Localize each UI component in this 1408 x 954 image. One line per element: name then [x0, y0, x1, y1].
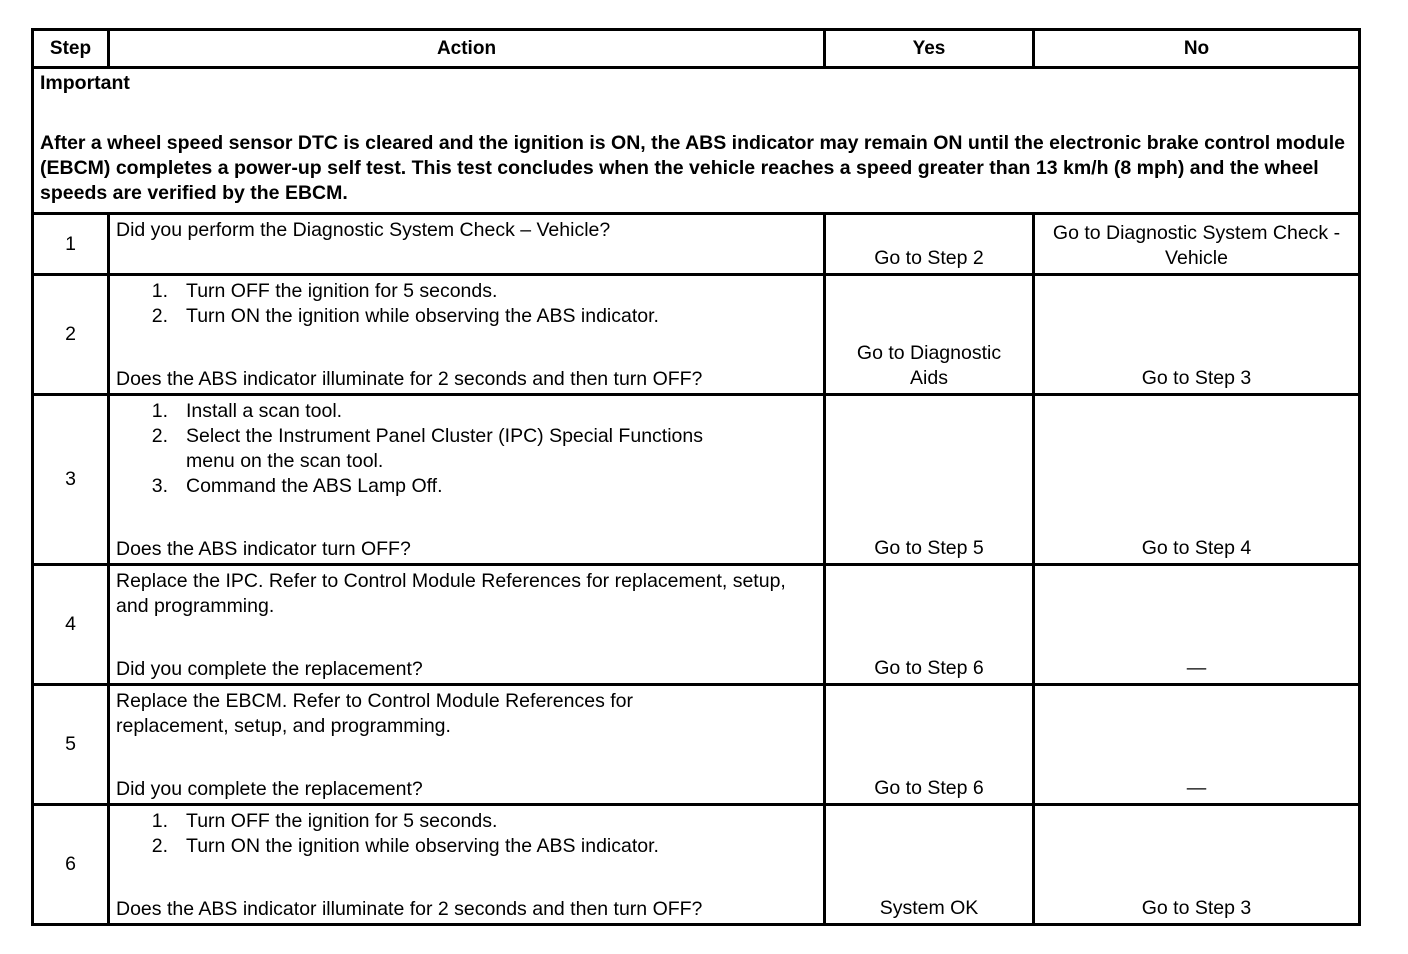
table-row [33, 275, 1360, 395]
header-step: Step [33, 30, 109, 68]
table-row [33, 214, 1360, 275]
action-cell [109, 805, 825, 925]
yes-cell: Go to Step 5 [825, 395, 1034, 565]
step-number: 3 [33, 395, 109, 565]
list-item: 2. Turn ON the ignition while observing the ABS indicator. [151, 305, 659, 327]
step-number: 6 [33, 805, 109, 925]
yes-text: Go to Diagnostic Aids [856, 342, 1002, 389]
no-cell: — [1034, 565, 1360, 685]
action-question: Did you perform the Diagnostic System Check – Vehicle? [116, 219, 611, 241]
header-action: Action [109, 30, 825, 68]
step-number: 5 [33, 685, 109, 805]
yes-cell: Go to Step 6 [825, 565, 1034, 685]
no-cell: Go to Step 3 [1034, 275, 1360, 395]
important-row [33, 68, 1360, 214]
action-cell [109, 214, 825, 275]
header-no: No [1034, 30, 1360, 68]
step-number: 1 [33, 214, 109, 275]
action-cell [109, 275, 825, 395]
list-item: 2. Select the Instrument Panel Cluster (IPC) Special Functions menu on the scan tool. [151, 425, 703, 472]
header-yes: Yes [825, 30, 1034, 68]
action-steps [116, 279, 817, 329]
action-cell [109, 685, 825, 805]
list-item: 2. Turn ON the ignition while observing the ABS indicator. [151, 835, 659, 857]
yes-cell: System OK [825, 805, 1034, 925]
table-row [33, 805, 1360, 925]
yes-cell [825, 275, 1034, 395]
action-steps [116, 399, 817, 499]
no-cell: Go to Step 3 [1034, 805, 1360, 925]
action-question: Did you complete the replacement? [116, 658, 423, 680]
header-row [33, 30, 1360, 68]
important-title: Important [40, 72, 130, 94]
table-row [33, 685, 1360, 805]
list-item: 3. Command the ABS Lamp Off. [151, 475, 443, 497]
action-question: Did you complete the replacement? [116, 778, 423, 800]
diagnostic-table [31, 28, 1361, 926]
table-row [33, 395, 1360, 565]
table-row [33, 565, 1360, 685]
action-question: Does the ABS indicator illuminate for 2 seconds and then turn OFF? [116, 898, 703, 920]
action-cell [109, 565, 825, 685]
yes-cell: Go to Step 2 [825, 214, 1034, 275]
no-cell: — [1034, 685, 1360, 805]
action-question: Does the ABS indicator turn OFF? [116, 538, 411, 560]
list-item: 1. Turn OFF the ignition for 5 seconds. [151, 280, 498, 302]
no-cell: Go to Step 4 [1034, 395, 1360, 565]
important-body: After a wheel speed sensor DTC is cleared and the ignition is ON, the ABS indicator may remain ON until the electronic brake control module (EBCM) completes a power-up self test. This test concludes when the vehicle reaches a speed greater than 13 km/h (8 mph) and the wheel speeds are verified by the EBCM. [40, 132, 1345, 204]
action-intro: Replace the EBCM. Refer to Control Module References for replacement, setup, and programming. [116, 690, 633, 737]
action-steps [116, 809, 817, 859]
list-item: 1. Install a scan tool. [151, 400, 343, 422]
action-cell [109, 395, 825, 565]
no-cell: Go to Diagnostic System Check - Vehicle [1034, 214, 1360, 275]
list-item: 1. Turn OFF the ignition for 5 seconds. [151, 810, 498, 832]
step-number: 2 [33, 275, 109, 395]
step-number: 4 [33, 565, 109, 685]
action-intro: Replace the IPC. Refer to Control Module References for replacement, setup, and programming. [116, 570, 786, 617]
yes-cell: Go to Step 6 [825, 685, 1034, 805]
action-question: Does the ABS indicator illuminate for 2 seconds and then turn OFF? [116, 368, 703, 390]
important-note [33, 68, 1360, 214]
